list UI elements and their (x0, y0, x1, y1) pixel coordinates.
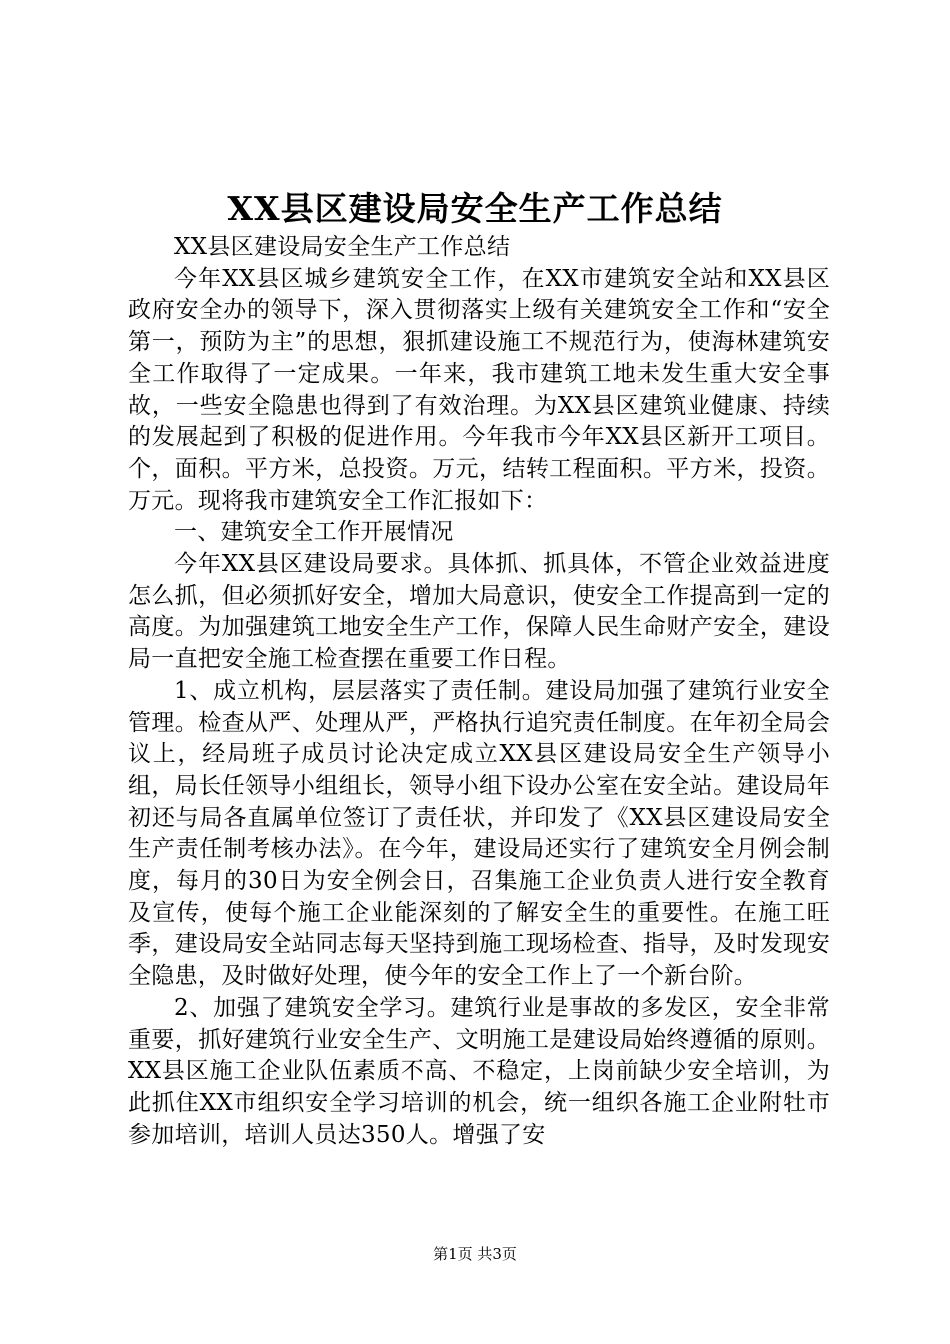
section-heading: 一、建筑安全工作开展情况 (174, 519, 454, 546)
document-body (128, 232, 830, 1151)
page-footer: 第1页 共3页 (433, 1245, 517, 1263)
item-1-paragraph: 1、成立机构，层层落实了责任制。建设局加强了建筑行业安全管理。检查从严、处理从严，严格执行追究责任制度。在年初全局会议上，经局班子成员讨论决定成立XX县区建设局安全生产领导小组，局长任领导小组组长，领导小组下设办公室在安全站。建设局年初还与局各直属单位签订了责任状，并印发了《XX县区建设局安全生产责任制考核办法》。在今年，建设局还实行了建筑安全月例会制度，每月的30日为安全例会日，召集施工企业负责人进行安全教育及宣传，使每个施工企业能深刻的了解安全生的重要性。在施工旺季，建设局安全站同志每天坚持到施工现场检查、指导，及时发现安全隐患，及时做好处理，使今年的安全工作上了一个新台阶。 (128, 677, 830, 990)
section-paragraph: 今年XX县区建设局要求。具体抓、抓具体，不管企业效益进度怎么抓，但必须抓好安全，增加大局意识，使安全工作提高到一定的高度。为加强建筑工地安全生产工作，保障人民生命财产安全，建设局一直把安全施工检查摆在重要工作日程。 (128, 551, 830, 673)
document-title: XX县区建设局安全生产工作总结 (227, 189, 723, 228)
intro-paragraph: 今年XX县区城乡建筑安全工作，在XX市建筑安全站和XX县区政府安全办的领导下，深入贯彻落实上级有关建筑安全工作和“安全第一，预防为主”的思想，狠抓建设施工不规范行为，使海林建筑安全工作取得了一定成果。一年来，我市建筑工地未发生重大安全事故，一些安全隐患也得到了有效治理。为XX县区建筑业健康、持续的发展起到了积极的促进作用。今年我市今年XX县区新开工项目。个，面积。平方米，总投资。万元，结转工程面积。平方米，投资。万元。现将我市建筑安全工作汇报如下： (128, 265, 830, 514)
subtitle-paragraph: XX县区建设局安全生产工作总结 (174, 234, 511, 260)
item-2-paragraph: 2、加强了建筑安全学习。建筑行业是事故的多发区，安全非常重要，抓好建筑行业安全生产、文明施工是建设局始终遵循的原则。XX县区施工企业队伍素质不高、不稳定，上岗前缺少安全培训，为此抓住XX市组织安全学习培训的机会，统一组织各施工企业附牡市参加培训，培训人员达350人。增强了安 (128, 994, 830, 1148)
